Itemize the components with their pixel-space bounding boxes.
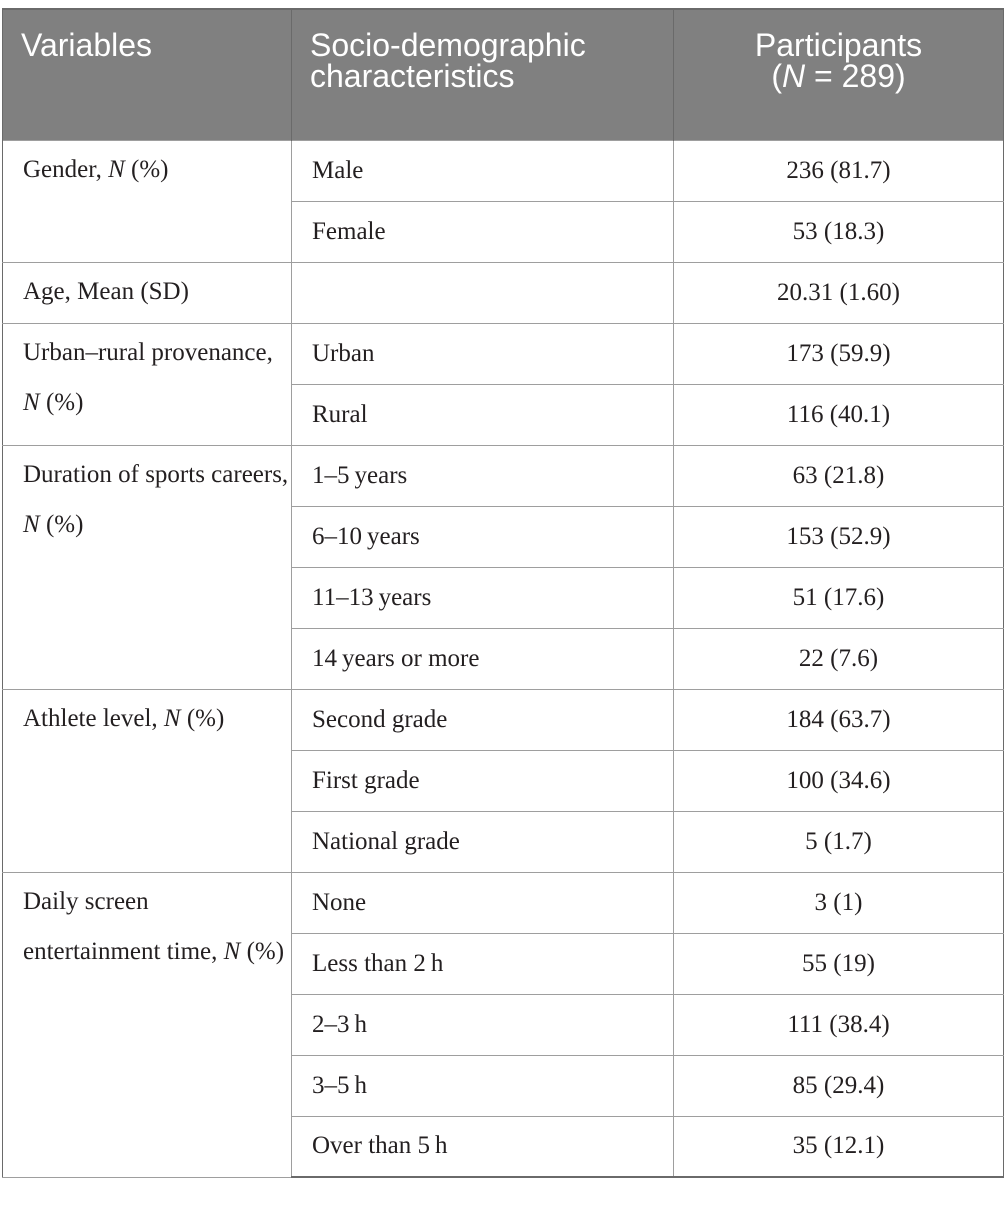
header-participants-n: N xyxy=(782,58,806,94)
participants-cell: 53 (18.3) xyxy=(674,201,1004,262)
header-participants-paren: ( xyxy=(771,58,783,94)
variable-cell xyxy=(3,323,292,445)
participants-cell: 85 (29.4) xyxy=(674,1055,1004,1116)
variable-label: Age, Mean (SD) xyxy=(23,277,189,305)
participants-cell: 100 (34.6) xyxy=(674,750,1004,811)
variable-cell xyxy=(3,140,292,262)
header-row xyxy=(3,9,1004,140)
participants-cell: 51 (17.6) xyxy=(674,567,1004,628)
variable-suffix: (%) xyxy=(180,704,225,732)
characteristic-cell: 2–3 h xyxy=(292,994,674,1055)
variable-label: Duration of sports careers, xyxy=(23,460,289,488)
table-body xyxy=(3,140,1004,1177)
demographics-table xyxy=(2,8,1004,1178)
table-row xyxy=(3,445,1004,506)
characteristic-cell: Less than 2 h xyxy=(292,933,674,994)
characteristic-cell: 11–13 years xyxy=(292,567,674,628)
variable-n: N xyxy=(108,155,125,183)
participants-cell: 236 (81.7) xyxy=(674,140,1004,201)
characteristic-cell: First grade xyxy=(292,750,674,811)
variable-suffix: (%) xyxy=(39,388,84,416)
variable-cell xyxy=(3,445,292,689)
participants-cell: 35 (12.1) xyxy=(674,1116,1004,1177)
participants-cell: 22 (7.6) xyxy=(674,628,1004,689)
characteristic-cell: 1–5 years xyxy=(292,445,674,506)
variable-suffix: (%) xyxy=(39,510,84,538)
participants-cell: 184 (63.7) xyxy=(674,689,1004,750)
participants-cell: 153 (52.9) xyxy=(674,506,1004,567)
variable-n: N xyxy=(163,704,181,732)
header-participants-count: = 289) xyxy=(805,58,906,94)
variable-n: N xyxy=(23,510,40,538)
table-row xyxy=(3,323,1004,384)
participants-cell: 116 (40.1) xyxy=(674,384,1004,445)
characteristic-cell: Rural xyxy=(292,384,674,445)
participants-cell: 20.31 (1.60) xyxy=(674,262,1004,323)
participants-cell: 5 (1.7) xyxy=(674,811,1004,872)
header-sociodemographic: Socio-demographic characteristics xyxy=(292,9,674,140)
characteristic-cell xyxy=(292,262,674,323)
characteristic-cell: Over than 5 h xyxy=(292,1116,674,1177)
characteristic-cell: Second grade xyxy=(292,689,674,750)
characteristic-cell: 3–5 h xyxy=(292,1055,674,1116)
characteristic-cell: None xyxy=(292,872,674,933)
table-row xyxy=(3,262,1004,323)
characteristic-cell: Urban xyxy=(292,323,674,384)
participants-cell: 63 (21.8) xyxy=(674,445,1004,506)
characteristic-cell: Male xyxy=(292,140,674,201)
characteristic-cell: Female xyxy=(292,201,674,262)
table-row xyxy=(3,140,1004,201)
characteristic-cell: 6–10 years xyxy=(292,506,674,567)
header-participants xyxy=(674,9,1004,140)
table-header xyxy=(3,9,1004,140)
variable-label: Athlete level, xyxy=(23,704,158,732)
characteristic-cell: National grade xyxy=(292,811,674,872)
table-row xyxy=(3,872,1004,933)
variable-cell xyxy=(3,872,292,1177)
variable-label: Gender, xyxy=(23,155,102,183)
variable-cell xyxy=(3,689,292,872)
variable-label: Daily screen entertainment time, xyxy=(23,887,218,965)
characteristic-cell: 14 years or more xyxy=(292,628,674,689)
header-variables: Variables xyxy=(3,9,292,140)
table-row xyxy=(3,689,1004,750)
participants-cell: 55 (19) xyxy=(674,933,1004,994)
header-participants-label: Participants xyxy=(754,27,923,63)
participants-cell: 3 (1) xyxy=(674,872,1004,933)
variable-suffix: (%) xyxy=(124,155,169,183)
variable-cell xyxy=(3,262,292,323)
variable-suffix: (%) xyxy=(240,937,285,965)
variable-n: N xyxy=(223,937,241,965)
participants-cell: 173 (59.9) xyxy=(674,323,1004,384)
variable-label: Urban–rural provenance, xyxy=(23,338,273,366)
variable-n: N xyxy=(23,388,40,416)
participants-cell: 111 (38.4) xyxy=(674,994,1004,1055)
